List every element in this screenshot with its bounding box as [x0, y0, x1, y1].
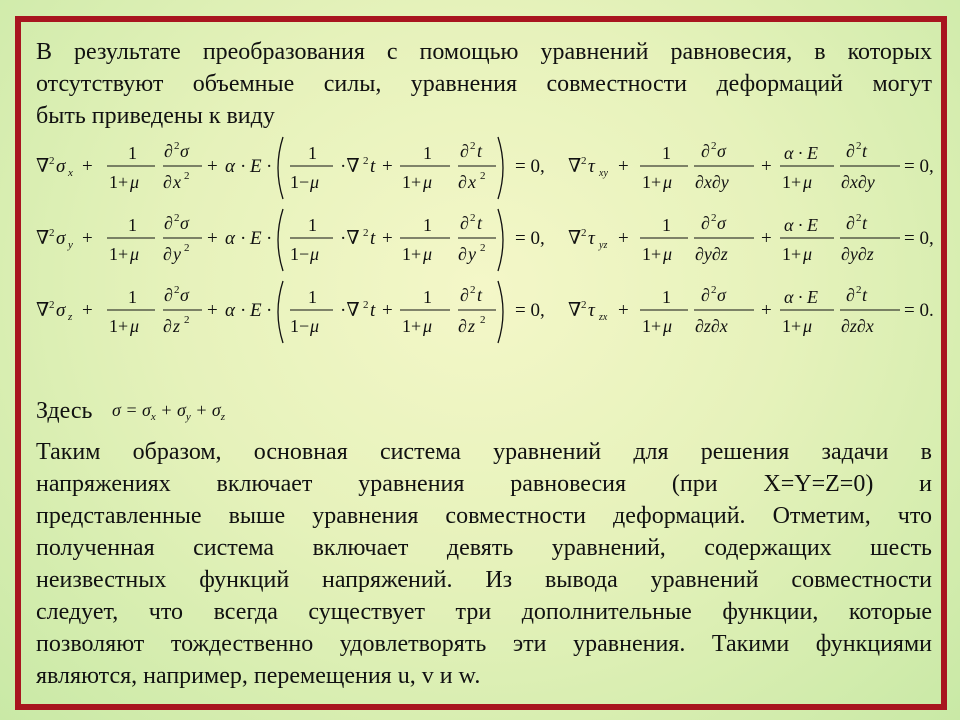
- equation-symbol: 2: [49, 299, 55, 311]
- equation-symbol: μ: [310, 244, 320, 264]
- tau-symbol: τ: [588, 156, 595, 177]
- subscript: yz: [599, 240, 608, 251]
- equation-symbol: 2: [174, 140, 180, 152]
- subscript: xy: [599, 168, 608, 179]
- conclusion-line: напряжениях включает уравнения равновесия (при X=Y=Z=0) и: [36, 471, 932, 497]
- conclusion-line: неизвестных функций напряжений. Из вывода уравнений совместности: [36, 567, 932, 593]
- equation-symbol: 1: [662, 143, 671, 163]
- equation-symbol: t: [862, 213, 868, 233]
- equation-symbol: 1: [128, 215, 137, 235]
- equation-end: = 0,: [515, 156, 545, 177]
- equation-symbol: 1+: [642, 316, 662, 336]
- compatibility-equations: [30, 138, 934, 358]
- equation-symbol: 2: [581, 227, 587, 239]
- equation-symbol: 1+: [782, 316, 802, 336]
- equation-end: = 0,: [904, 156, 934, 177]
- equation-symbol: 1: [662, 215, 671, 235]
- equation-symbol: μ: [663, 316, 673, 336]
- intro-line: отсутствуют объемные силы, уравнения совместности деформаций могут: [36, 71, 932, 97]
- equation-symbol: ∂z∂x: [841, 316, 874, 336]
- equation-symbol: ·∇: [340, 228, 360, 249]
- equation-symbol: μ: [663, 172, 673, 192]
- equation-symbol: ∂: [846, 285, 855, 305]
- equation-symbol: 2: [174, 284, 180, 296]
- equation-symbol: 1: [423, 287, 432, 307]
- equation-symbol: 2: [856, 212, 862, 224]
- equation-symbol: +: [618, 228, 629, 249]
- equation-symbol: 1+: [402, 316, 422, 336]
- equation-symbol: μ: [310, 172, 320, 192]
- conclusion-line: следует, что всегда существует три дополнительные функции, которые: [36, 599, 932, 625]
- nabla-symbol: ∇: [36, 228, 50, 249]
- equation-symbol: y: [173, 244, 181, 264]
- equation-symbol: α · E: [784, 143, 818, 163]
- equation-symbol: 1+: [109, 172, 129, 192]
- equation-symbol: t: [477, 213, 483, 233]
- equation-symbol: 2: [856, 284, 862, 296]
- equation-symbol: +: [761, 228, 772, 249]
- equation-symbol: α · E: [784, 215, 818, 235]
- equation-symbol: +: [82, 300, 93, 321]
- subscript: y: [68, 239, 73, 251]
- equation-symbol: 1: [308, 215, 317, 235]
- equation-symbol: σ: [180, 213, 189, 233]
- equation-symbol: 2: [49, 155, 55, 167]
- conclusion-line: представленные выше уравнения совместности деформаций. Отметим, что: [36, 503, 932, 529]
- conclusion-line: являются, например, перемещения u, v и w.: [36, 663, 481, 689]
- nabla-symbol: ∇: [568, 156, 582, 177]
- equation-symbol: 2: [184, 170, 190, 182]
- equation-symbol: μ: [803, 244, 813, 264]
- tau-symbol: τ: [588, 300, 595, 321]
- equation-symbol: α: [225, 156, 235, 177]
- equation-symbol: ∂: [460, 213, 469, 233]
- conclusion-line: полученная система включает девять уравнений, содержащих шесть: [36, 535, 932, 561]
- equation-symbol: 1+: [782, 172, 802, 192]
- equation-symbol: 1: [423, 143, 432, 163]
- equation-symbol: z: [173, 316, 181, 336]
- equation-symbol: 2: [581, 155, 587, 167]
- equation-symbol: μ: [663, 244, 673, 264]
- sigma-definition: $\sigma = \sigma_x + \sigma_y + \sigma_z$: [112, 400, 226, 423]
- nabla-symbol: ∇: [36, 300, 50, 321]
- equation-symbol: ∂: [458, 244, 467, 264]
- equation-symbol: 1+: [642, 172, 662, 192]
- intro-paragraph: [36, 36, 932, 132]
- equation-symbol: μ: [130, 172, 140, 192]
- equation-symbol: σ: [717, 213, 726, 233]
- equation-symbol: μ: [423, 244, 433, 264]
- equation-symbol: ∂: [458, 172, 467, 192]
- equation-symbol: α: [225, 300, 235, 321]
- equation-symbol: +: [761, 300, 772, 321]
- equation-symbol: μ: [130, 244, 140, 264]
- equation-symbol: 2: [711, 212, 717, 224]
- equation-symbol: 1: [308, 143, 317, 163]
- right-paren: [498, 281, 503, 343]
- subscript: x: [68, 167, 73, 179]
- equation-symbol: +: [207, 228, 218, 249]
- equation-symbol: ·: [266, 300, 273, 321]
- right-paren: [498, 137, 503, 199]
- equation-symbol: t: [370, 300, 376, 321]
- equation-symbol: +: [618, 300, 629, 321]
- equation-symbol: ∂y∂z: [695, 244, 728, 264]
- intro-line: быть приведены к виду: [36, 103, 275, 129]
- equation-symbol: E: [250, 228, 262, 249]
- equation-symbol: μ: [803, 316, 813, 336]
- equation-symbol: 2: [184, 242, 190, 254]
- equation-symbol: t: [862, 285, 868, 305]
- equation-end: = 0,: [904, 228, 934, 249]
- equation-symbol: σ: [180, 141, 189, 161]
- conclusion-line: Таким образом, основная система уравнений для решения задачи в: [36, 439, 932, 465]
- equation-symbol: ·: [266, 228, 273, 249]
- equation-symbol: ∂y∂z: [841, 244, 874, 264]
- equation-symbol: 1+: [109, 316, 129, 336]
- equation-symbol: ∂: [163, 172, 172, 192]
- equation-symbol: 2: [480, 314, 486, 326]
- equation-symbol: ∂x∂y: [695, 172, 729, 192]
- equation-end: = 0,: [515, 300, 545, 321]
- equation-symbol: +: [761, 156, 772, 177]
- equation-symbol: 2: [480, 170, 486, 182]
- equation-symbol: 2: [711, 140, 717, 152]
- equation-symbol: 2: [711, 284, 717, 296]
- equation-symbol: ·∇: [340, 300, 360, 321]
- equation-symbol: +: [382, 228, 393, 249]
- intro-line: В результате преобразования с помощью уравнений равновесия, в которых: [36, 39, 932, 65]
- equation-symbol: 2: [470, 212, 476, 224]
- equation-symbol: σ: [717, 141, 726, 161]
- equation-symbol: 2: [363, 155, 369, 167]
- nabla-symbol: ∇: [568, 228, 582, 249]
- equation-symbol: 1: [662, 287, 671, 307]
- equation-symbol: 1+: [402, 172, 422, 192]
- equation-symbol: +: [618, 156, 629, 177]
- equation-symbol: 2: [174, 212, 180, 224]
- equation-symbol: ∂: [846, 141, 855, 161]
- equation-symbol: 1+: [642, 244, 662, 264]
- equation-symbol: E: [250, 300, 262, 321]
- subscript: zx: [599, 312, 608, 323]
- equation-symbol: ·: [240, 156, 247, 177]
- equation-symbol: 1−: [290, 172, 310, 192]
- equation-symbol: t: [862, 141, 868, 161]
- equation-symbol: 2: [856, 140, 862, 152]
- equation-symbol: ∂: [701, 213, 710, 233]
- equation-symbol: t: [477, 141, 483, 161]
- equation-symbol: x: [173, 172, 181, 192]
- equation-end: = 0,: [515, 228, 545, 249]
- equation-symbol: ·: [240, 228, 247, 249]
- equation-symbol: ∂: [458, 316, 467, 336]
- equation-symbol: 1: [308, 287, 317, 307]
- equation-symbol: +: [207, 156, 218, 177]
- equation-end: = 0.: [904, 300, 934, 321]
- right-paren: [498, 209, 503, 271]
- equation-symbol: ·: [266, 156, 273, 177]
- equation-symbol: E: [250, 156, 262, 177]
- equation-symbol: μ: [310, 316, 320, 336]
- equation-symbol: ∂: [164, 285, 173, 305]
- equation-symbol: 1: [128, 143, 137, 163]
- subscript: z: [68, 311, 73, 323]
- equation-symbol: 1+: [402, 244, 422, 264]
- here-label: Здесь: [36, 398, 93, 424]
- equation-symbol: y: [468, 244, 476, 264]
- equation-symbol: 2: [184, 314, 190, 326]
- equation-symbol: 1−: [290, 316, 310, 336]
- equation-symbol: +: [82, 228, 93, 249]
- equation-symbol: ·∇: [340, 156, 360, 177]
- equation-symbol: ∂: [163, 244, 172, 264]
- equation-symbol: x: [468, 172, 476, 192]
- equation-symbol: ∂: [460, 141, 469, 161]
- equation-symbol: 2: [470, 284, 476, 296]
- conclusion-paragraph: [36, 436, 932, 692]
- equation-symbol: 1: [423, 215, 432, 235]
- equation-symbol: 1: [128, 287, 137, 307]
- sigma-symbol: σ: [56, 156, 66, 177]
- equation-symbol: ∂z∂x: [695, 316, 728, 336]
- equation-symbol: 2: [363, 299, 369, 311]
- equation-symbol: t: [370, 156, 376, 177]
- equation-symbol: 2: [470, 140, 476, 152]
- equation-symbol: α · E: [784, 287, 818, 307]
- equation-symbol: ·: [240, 300, 247, 321]
- nabla-symbol: ∇: [568, 300, 582, 321]
- equation-symbol: μ: [130, 316, 140, 336]
- equation-symbol: 1+: [109, 244, 129, 264]
- equation-symbol: ∂: [163, 316, 172, 336]
- equation-symbol: ∂: [164, 141, 173, 161]
- equation-symbol: 2: [480, 242, 486, 254]
- equation-symbol: μ: [803, 172, 813, 192]
- equation-symbol: ∂: [701, 285, 710, 305]
- equation-symbol: ∂x∂y: [841, 172, 875, 192]
- left-paren: [278, 137, 283, 199]
- equation-symbol: 1−: [290, 244, 310, 264]
- sigma-symbol: σ: [56, 300, 66, 321]
- equation-symbol: 2: [581, 299, 587, 311]
- left-paren: [278, 281, 283, 343]
- sigma-symbol: σ: [56, 228, 66, 249]
- equation-symbol: ∂: [701, 141, 710, 161]
- nabla-symbol: ∇: [36, 156, 50, 177]
- equation-symbol: ∂: [164, 213, 173, 233]
- conclusion-line: позволяют тождественно удовлетворять эти уравнения. Такими функциями: [36, 631, 932, 657]
- equation-symbol: 2: [363, 227, 369, 239]
- equation-symbol: α: [225, 228, 235, 249]
- equation-symbol: 1+: [782, 244, 802, 264]
- equation-symbol: ∂: [460, 285, 469, 305]
- equation-symbol: +: [382, 300, 393, 321]
- equation-symbol: t: [370, 228, 376, 249]
- equation-symbol: t: [477, 285, 483, 305]
- equation-symbol: ∂: [846, 213, 855, 233]
- equation-symbol: +: [382, 156, 393, 177]
- equation-symbol: z: [468, 316, 476, 336]
- equation-symbol: μ: [423, 172, 433, 192]
- left-paren: [278, 209, 283, 271]
- equation-symbol: μ: [423, 316, 433, 336]
- equation-symbol: +: [82, 156, 93, 177]
- equation-symbol: 2: [49, 227, 55, 239]
- equation-symbol: +: [207, 300, 218, 321]
- equation-symbol: σ: [717, 285, 726, 305]
- equation-symbol: σ: [180, 285, 189, 305]
- tau-symbol: τ: [588, 228, 595, 249]
